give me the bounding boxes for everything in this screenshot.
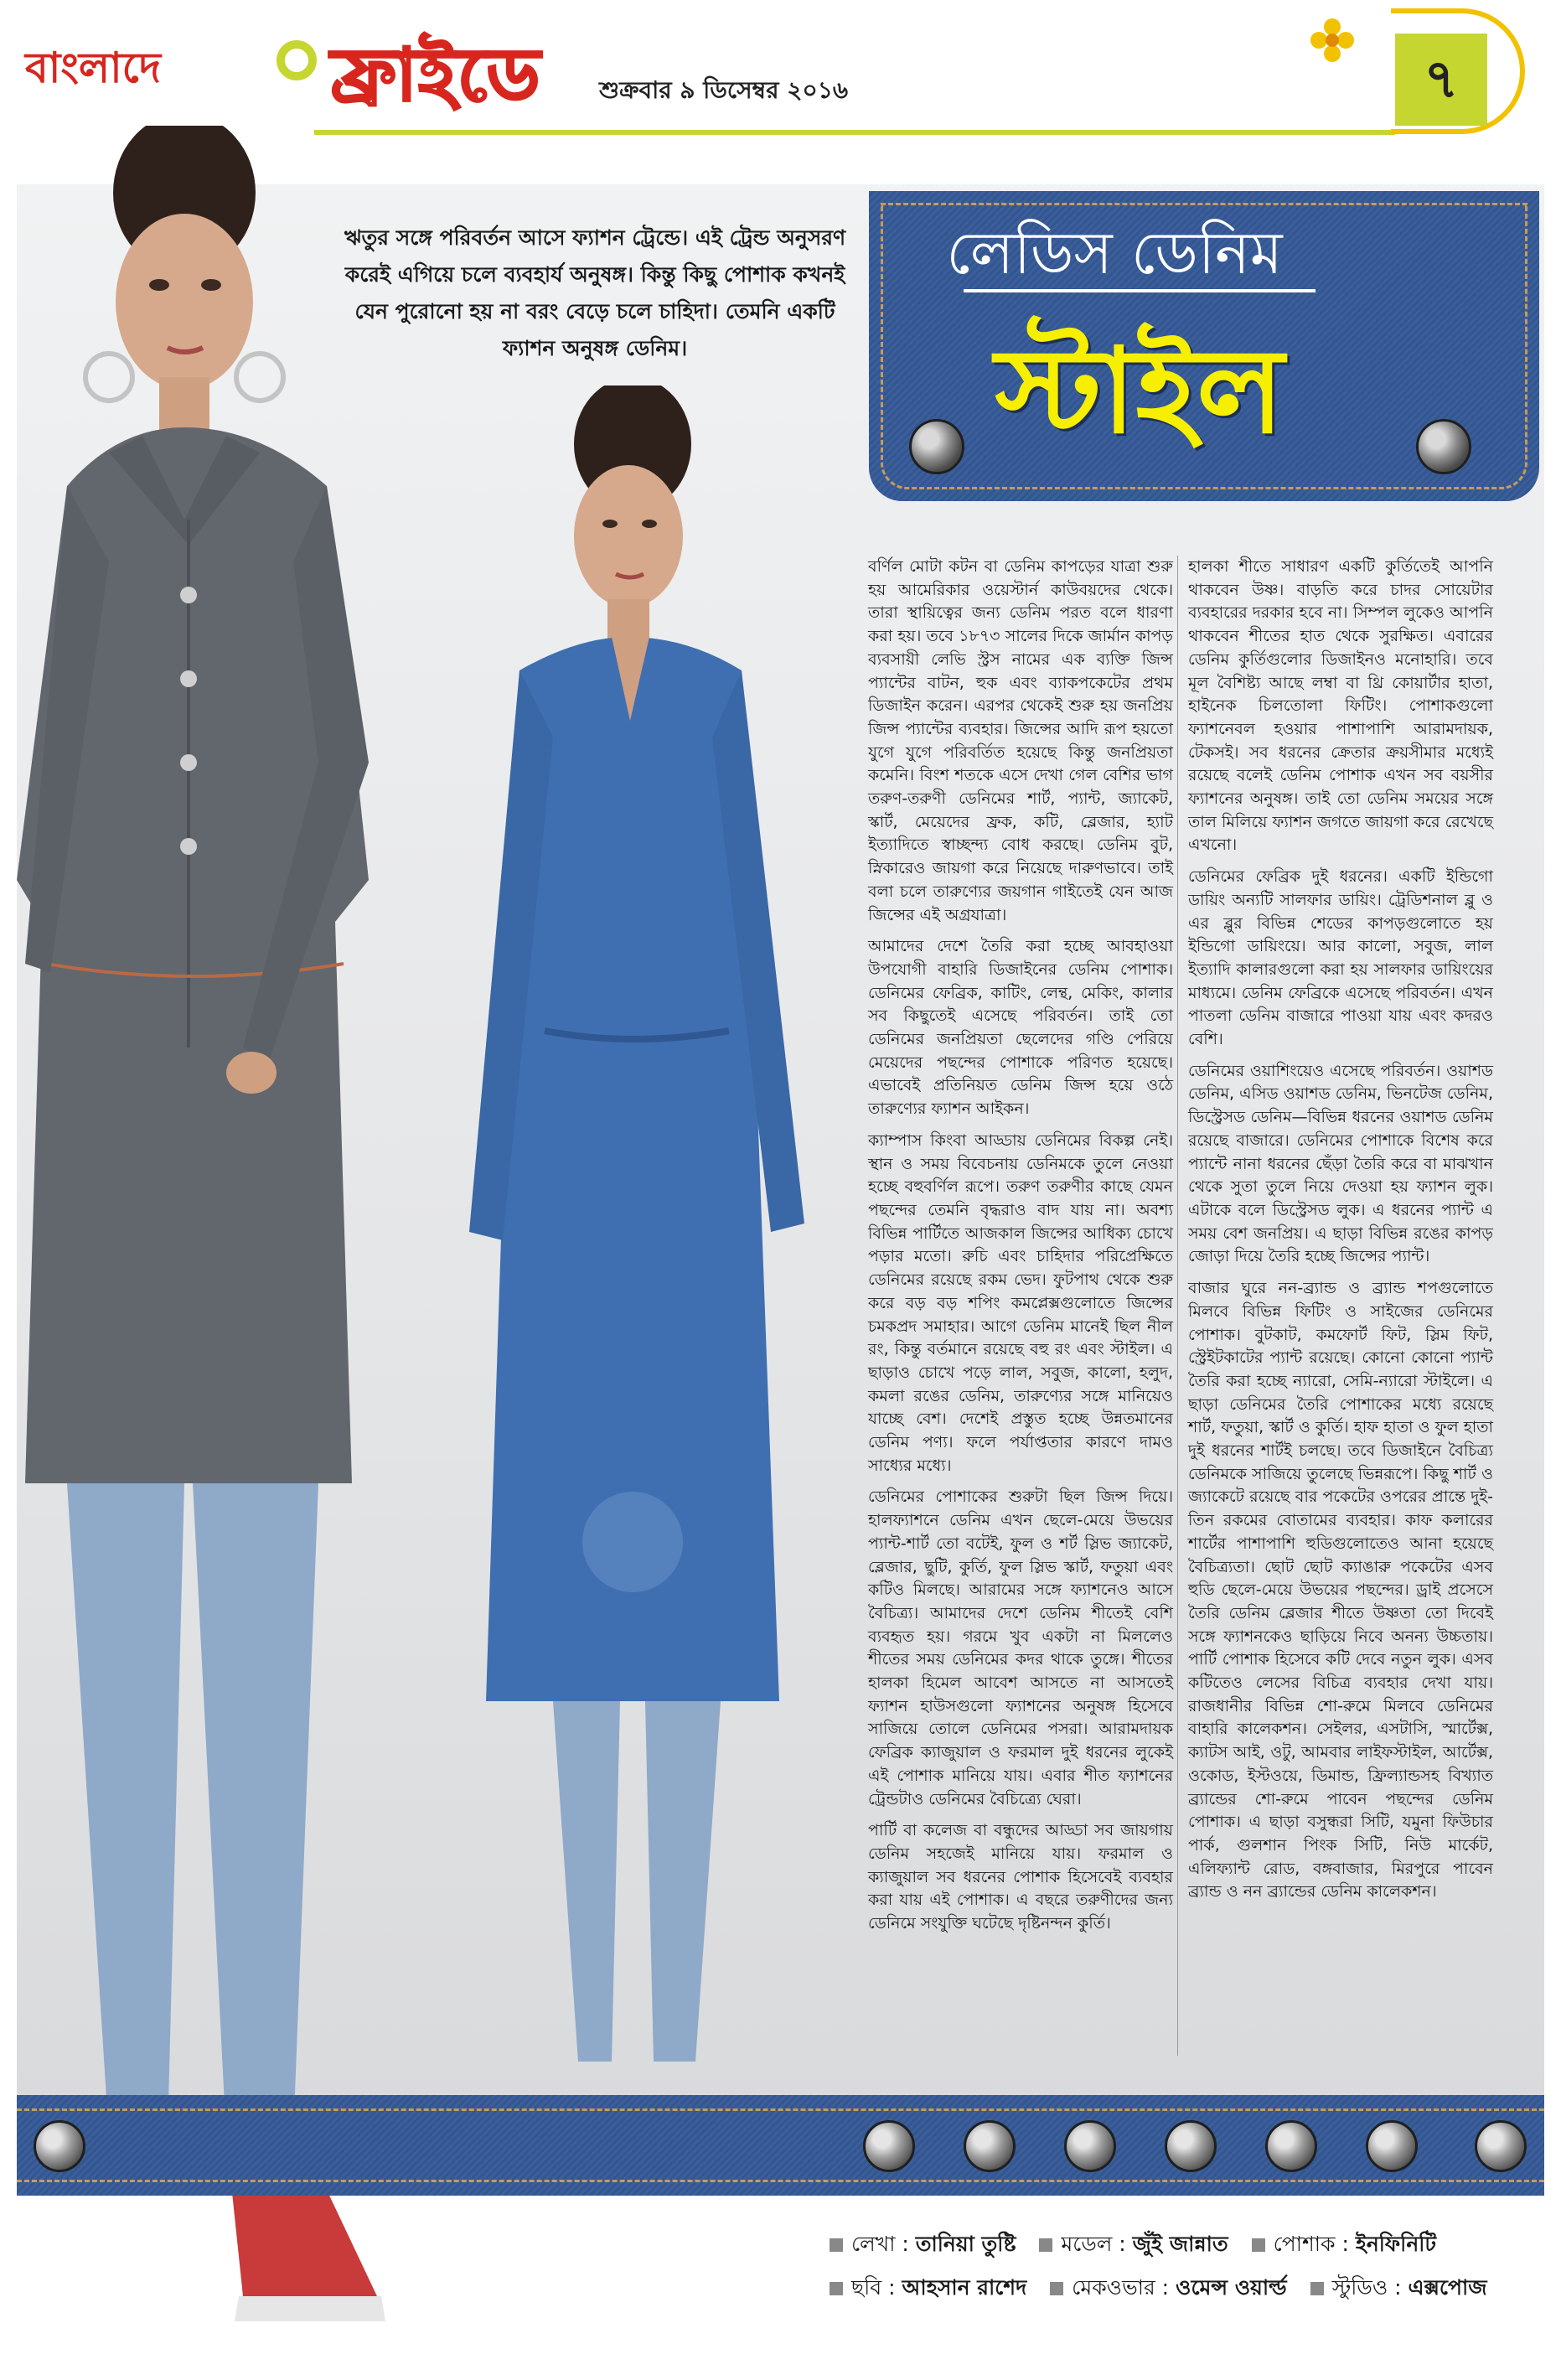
article-paragraph: ডেনিমের ফেব্রিক দুই ধরনের। একটি ইন্ডিগো ডায়িং অন্যটি সালফার ডায়িং। ট্রেডিশনাল ব্লু ও এর ব্লুর বিভিন্ন শেডের কাপড়গুলোতে হয় ইন্ডিগো ডায়িংয়ে। আর কালো, সবুজ, লাল ইত্যাদি কালারগুলো করা হয় সালফার ডায়িংয়ের মাধ্যমে। ডেনিম ফেব্রিকে এসেছে পরিবর্তন। এখন পাতলা ডেনিম বাজারে পাওয়া যায় এবং কদরও বেশি। <box>1188 867 1493 1049</box>
model-blue-denim-photo <box>452 385 838 2087</box>
title-main: স্টাইল <box>995 323 1284 460</box>
article-paragraph: বাজার ঘুরে নন-ব্র্যান্ড ও ব্র্যান্ড শপগুলোতে মিলবে বিভিন্ন ফিটিং ও সাইজের ডেনিমের পোশাক। বুটকাট, কমফোর্ট ফিট, স্লিম ফিট, স্ট্রেইটকাটের প্যান্ট রয়েছে। কোনো কোনো প্যান্ট তৈরি করা হচ্ছে ন্যারো, সেমি-ন্যারো স্টাইলে। এ ছাড়া ডেনিমের তৈরি পোশাকের মধ্যে রয়েছে শার্ট, ফতুয়া, স্কার্ট ও কুর্তি। হাফ হাতা ও ফুল হাতা দুই ধরনের শার্টই চলছে। তবে ডিজাইনে বৈচিত্র্য ডেনিমকে সাজিয়ে তুলেছে ভিন্নরূপে। কিছু শার্ট ও জ্যাকেটে রয়েছে বার পকেটের ওপরের প্রান্তে দুই-তিন রকমের বোতামের ব্যবহার। কাফ কলারের শার্টের পাশাপাশি হুডিগুলোতেও আনা হয়েছে বৈচিত্র্যতা। ছোট ছোট ক্যাঙারু পকেটের এসব হুডি ছেলে-মেয়ে উভয়ের পছন্দের। ড্রাই প্রসেসে তৈরি ডেনিম ব্লেজার শীতে উষ্ণতা তো দিবেই সঙ্গে ফ্যাশনকেও ছাড়িয়ে নিবে অনন্য উচ্চতায়। পার্টি পোশাক হিসেবে কটি দেবে নতুন লুক। এসব কটিতেও লেসের বিচিত্র ব্যবহার দেখা যায়। রাজধানীর বিভিন্ন শো-রুমে মিলবে ডেনিমের বাহারি কালেকশন। সেইলর, এসটাসি, স্মার্টেক্স, ক্যাটস আই, ওটু, আমবার লাইফস্টাইল, আর্টেক্স, ওকোড, ইস্টওয়ে, ডিমান্ড, ফ্রিল্যান্ডসহ বিখ্যাত ব্র্যান্ডের শো-রুমে পাবেন পছন্দের ডেনিম পোশাক। এ ছাড়া বসুন্ধরা সিটি, যমুনা ফিউচার পার্ক, গুলশান পিংক সিটি, নিউ মার্কেট, এলিফ্যান্ট রোড, বঙ্গবাজার, মিরপুরে পাবেন ব্র্যান্ড ও নন ব্র্যান্ডের ডেনিম কালেকশন। <box>1188 1279 1493 1901</box>
newspaper-logo: বাংলাদে <box>25 44 161 92</box>
article-paragraph: আমাদের দেশে তৈরি করা হচ্ছে আবহাওয়া উপযোগী বাহারি ডিজাইনের ডেনিম পোশাক। ডেনিমের ফেব্রিক, কাটিং, লেন্থ, মেকিং, কালার সব কিছুতেই এসেছে পরিবর্তন। তাই তো ডেনিমের জনপ্রিয়তা ছেলেদের গণ্ডি পেরিয়ে মেয়েদের পছন্দের পোশাকে পরিণত হয়েছে। এভাবেই প্রতিনিয়ত ডেনিম জিন্স হয়ে ওঠে তারুণ্যের ফ্যাশন আইকন। <box>868 937 1173 1119</box>
rivet-icon <box>964 2120 1016 2172</box>
issue-date: শুক্রবার ৯ ডিসেম্বর ২০১৬ <box>599 76 849 104</box>
article-column-1 <box>868 556 1173 1944</box>
rivet-icon <box>1265 2120 1317 2172</box>
rivet-icon <box>34 2120 85 2172</box>
rivet-icon <box>1165 2120 1217 2172</box>
credit-line <box>830 2266 1542 2310</box>
credit-name: তানিয়া তুষ্টি <box>915 2232 1016 2256</box>
supplement-logo: ফ্রাইডে <box>331 34 542 117</box>
bullet-square-icon <box>1039 2238 1052 2252</box>
intro-text: ঋতুর সঙ্গে পরিবর্তন আসে ফ্যাশন ট্রেন্ডে। এই ট্রেন্ড অনুসরণ করেই এগিয়ে চলে ব্যবহার্য অনুষঙ্গ। কিন্তু কিছু পোশাক কখনই যেন পুরোনো হয় না বরং বেড়ে চলে চাহিদা। তেমনি একটি ফ্যাশন অনুষঙ্গ ডেনিম। <box>344 225 846 360</box>
bullet-square-icon <box>1050 2282 1063 2295</box>
rivet-icon <box>1366 2120 1418 2172</box>
credit-name: জুঁই জান্নাত <box>1132 2232 1228 2256</box>
bullet-square-icon <box>1252 2238 1265 2252</box>
article-paragraph: পার্টি বা কলেজ বা বন্ধুদের আড্ডা সব জায়গায় ডেনিম সহজেই মানিয়ে যায়। ফরমাল ও ক্যাজুয়াল সব ধরনের পোশাক হিসেবেই ব্যবহার করা যায় এই পোশাক। এ বছরে তরুণীদের জন্য ডেনিমে সংযুক্তি ঘটেছে দৃষ্টিনন্দন কুর্তি। <box>868 1821 1173 1933</box>
title-divider <box>964 289 1315 292</box>
title-top-line: লেডিস ডেনিম <box>946 219 1283 287</box>
rivet-icon <box>863 2120 915 2172</box>
rivet-icon <box>1064 2120 1116 2172</box>
credit-label: লেখা : <box>851 2232 916 2256</box>
article-column-2 <box>1188 556 1493 1912</box>
credit-name: ওমেন্স ওয়ার্ল্ড <box>1176 2275 1287 2300</box>
article-paragraph: বর্ণিল মোটা কটন বা ডেনিম কাপড়ের যাত্রা শুরু হয় আমেরিকার ওয়েস্টার্ন কাউবয়দের থেকে। তারা স্থায়িত্বের জন্য ডেনিম পরত বলে ধারণা করা হয়। তবে ১৮৭৩ সালের দিকে জার্মান কাপড় ব্যবসায়ী লেভি স্ট্রস নামের এক ব্যক্তি জিন্স প্যান্টের বাটন, হুক এবং ব্যাকপকেটের প্রথম ডিজাইন করেন। এরপর থেকেই শুরু হয় জনপ্রিয় জিন্স প্যান্টের ব্যবহার। জিন্সের আদি রূপ হয়তো যুগে যুগে পরিবর্তিত হয়েছে কিন্তু জনপ্রিয়তা কমেনি। বিংশ শতকে এসে দেখা গেল বেশির ভাগ তরুণ-তরুণী ডেনিমের শার্ট, প্যান্ট, জ্যাকেট, স্কার্ট, মেয়েদের ফ্রক, কটি, ব্লেজার, হ্যাট ইত্যাদিতে স্বাচ্ছন্দ্য বোধ করছে। ডেনিম বুট, স্নিকারেও জায়গা করে নিয়েছে দারুণভাবে। তাই বলা চলে তারুণ্যের জয়গান গাইতেই যেন আজ জিন্সের এই অগ্রযাত্রা। <box>868 557 1173 924</box>
credit-label: মডেল : <box>1061 2232 1133 2256</box>
rivet-icon <box>1475 2120 1527 2172</box>
page-number: ৭ <box>1424 49 1459 111</box>
credit-name: ইনফিনিটি <box>1355 2232 1437 2256</box>
page-header <box>0 0 1561 142</box>
article-paragraph: ডেনিমের পোশাকের শুরুটা ছিল জিন্স দিয়ে। হালফ্যাশনে ডেনিম এখন ছেলে-মেয়ে উভয়ের প্যান্ট-শার্ট তো বটেই, ফুল ও শর্ট স্লিভ জ্যাকেট, ব্লেজার, ছুটি, কুর্তি, ফুল স্লিভ স্কার্ট, ফতুয়া এবং কটিও মিলছে। আরামের সঙ্গে ফ্যাশনেও আসে বৈচিত্র্য। আমাদের দেশে ডেনিম শীতেই বেশি ব্যবহৃত হয়। গরমে খুব একটা না মিললেও শীতের সময় ডেনিমের কদর থাকে তুঙ্গে। শীতের হালকা হিমেল আবেশ আসতে না আসতেই ফ্যাশন হাউসগুলো ফ্যাশনের অনুষঙ্গ হিসেবে সাজিয়ে তোলে ডেনিমের পসরা। আরামদায়ক ফেব্রিক ক্যাজুয়াল ও ফরমাল দুই ধরনের লুকেই এই পোশাক মানিয়ে যায়। এবার শীত ফ্যাশনের ট্রেন্ডটাও ডেনিমের বৈচিত্র্যে ঘেরা। <box>868 1488 1173 1808</box>
model-grey-denim-photo <box>17 126 528 2380</box>
column-divider <box>1177 556 1178 2056</box>
article-paragraph: হালকা শীতে সাধারণ একটি কুর্তিতেই আপনি থাকবেন উষ্ণ। বাড়তি করে চাদর সোয়েটার ব্যবহারের দরকার হবে না। সিম্পল লুকেও আপনি থাকবেন শীতের হাত থেকে সুরক্ষিত। এবারের ডেনিম কুর্তিগুলোর ডিজাইনও মনোহারি। তবে মূল বৈশিষ্ট্য আছে লম্বা বা থ্রি কোয়ার্টার হাতা, হাইনেক চিলতোলা ফিটিং। পোশাকগুলো ফ্যাশনেবল হওয়ার পাশাপাশি আরামদায়ক, টেকসই। সব ধরনের ক্রেতার ক্রয়সীমার মধ্যেই রয়েছে বলেই ডেনিম পোশাক এখন সব বয়সীর ফ্যাশনের অনুষঙ্গ। তাই তো ডেনিম সময়ের সঙ্গে তাল মিলিয়ে ফ্যাশন জগতে জায়গা করে রেখেছে এখনো। <box>1188 557 1493 855</box>
credit-label: স্টুডিও : <box>1331 2275 1409 2300</box>
credit-line <box>830 2222 1542 2266</box>
credit-name: এক্সপোজ <box>1408 2275 1487 2300</box>
logo-ring-icon <box>277 40 317 80</box>
credit-label: ছবি : <box>851 2275 902 2300</box>
credit-name: আহসান রাশেদ <box>902 2275 1027 2300</box>
credit-label: পোশাক : <box>1273 2232 1356 2256</box>
article-paragraph: ডেনিমের ওয়াশিংয়েও এসেছে পরিবর্তন। ওয়াশড ডেনিম, এসিড ওয়াশড ডেনিম, ভিনটেজ ডেনিম, ডিস্ট্রেসড ডেনিম—বিভিন্ন ধরনের ওয়াশড ডেনিম রয়েছে বাজারে। ডেনিমের পোশাকে বিশেষ করে প্যান্টে নানা ধরনের ছেঁড়া তৈরি করে বা মাঝখান থেকে সুতা তুলে নিয়ে দেওয়া হয় ফ্যাশন লুক। এটাকে বলে ডিস্ট্রেসড লুক। এ ধরনের প্যান্ট এ সময় বেশ জনপ্রিয়। এ ছাড়া বিভিন্ন রঙের কাপড় জোড়া দিয়ে তৈরি হচ্ছে জিন্সের প্যান্ট। <box>1188 1061 1493 1266</box>
rivet-icon <box>909 419 964 474</box>
photo-credits <box>830 2222 1542 2310</box>
bullet-square-icon <box>830 2282 843 2295</box>
bullet-square-icon <box>830 2238 843 2252</box>
article-paragraph: ক্যাম্পাস কিংবা আড্ডায় ডেনিমের বিকল্প নেই। স্থান ও সময় বিবেচনায় ডেনিমকে তুলে নেওয়া হচ্ছে বহুবর্ণিল রূপে। তরুণ তরুণীর কাছে যেমন পছন্দের তেমনি বৃদ্ধরাও বাদ যায় না। অবশ্য বিভিন্ন পার্টিতে আজকাল জিন্সের আধিক্য চোখে পড়ার মতো। রুচি এবং চাহিদার পরিপ্রেক্ষিতে ডেনিমের রয়েছে রকম ভেদ। ফুটপাথ থেকে শুরু করে বড় বড় শপিং কমপ্লেক্সগুলোতে জিন্সের চমকপ্রদ সমাহার। আগে ডেনিম মানেই ছিল নীল রং, কিন্তু বর্তমানে রয়েছে বহু রং এবং স্টাইল। এ ছাড়াও চোখে পড়ে লাল, সবুজ, কালো, হলুদ, কমলা রঙের ডেনিম, তারুণ্যের সঙ্গে মানিয়েও যাচ্ছে বেশ। দেশেই প্রস্তুত হচ্ছে উন্নতমানের ডেনিম পণ্য। ফলে পর্যাপ্ততার কারণে দামও সাধ্যের মধ্যে। <box>868 1130 1173 1475</box>
credit-label: মেকওভার : <box>1072 2275 1176 2300</box>
rivet-icon <box>1416 419 1471 474</box>
flower-icon <box>1307 15 1357 65</box>
bullet-square-icon <box>1310 2282 1324 2295</box>
